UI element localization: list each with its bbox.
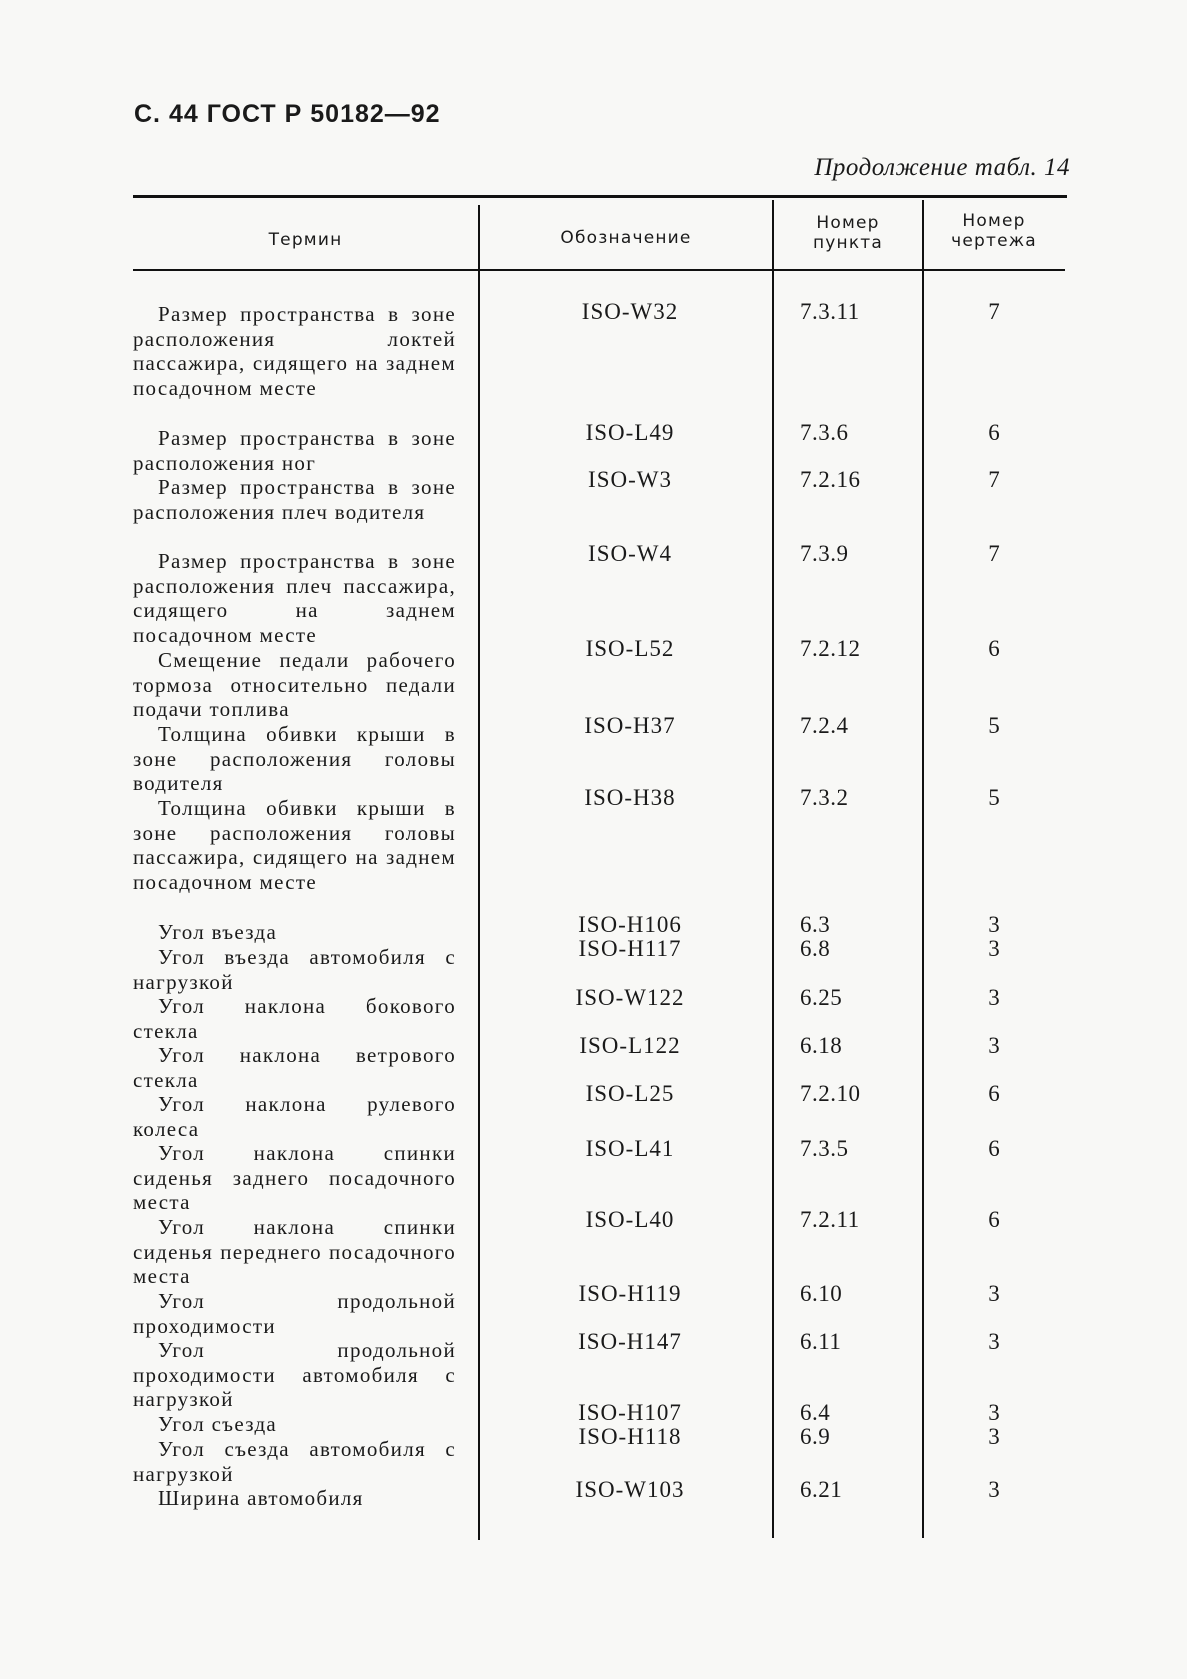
table-row-term: Угол наклона спинки сиденья заднего посадочного места [133,1141,456,1214]
table-row-code: ISO-L41 [585,1136,675,1161]
table-row-term: Ширина автомобиля [158,1486,364,1510]
table-row-drawing: 3 [988,1329,1000,1354]
table-row-item: 7.3.5 [800,1136,849,1161]
table-row-code: ISO-H118 [578,1424,682,1449]
table-row-code: ISO-L122 [579,1033,681,1058]
table-row-code: ISO-H119 [578,1281,682,1306]
table-row-drawing: 6 [988,420,1000,445]
table-row-term: Размер пространства в зоне расположения плеч пассажира, сидящего на заднем посадочном месте [133,549,456,647]
table-row-term: Угол съезда автомобиля с нагрузкой [133,1437,456,1486]
table-row-code: ISO-H37 [584,713,676,738]
table-row-drawing: 3 [988,1477,1000,1502]
table-row-code: ISO-W4 [588,541,672,566]
table-row-drawing: 5 [988,713,1000,738]
table-row-code: ISO-L52 [585,636,675,661]
table-row-term: Угол съезда [158,1412,278,1436]
table-row-item: 7.2.4 [800,713,849,738]
table-row-item: 6.18 [800,1033,843,1058]
table-row-item: 7.2.12 [800,636,861,661]
table-row-term: Угол въезда [158,920,278,944]
column-header-item: Номер пункта [812,213,884,253]
table-row-term: Толщина обивки крыши в зоне расположения головы водителя [133,722,456,795]
table-row-item: 7.3.11 [800,299,860,324]
table-row-drawing: 3 [988,985,1000,1010]
column-header-code: Обозначение [560,228,692,248]
table-row-drawing: 5 [988,785,1000,810]
table-row-term: Угол въезда автомобиля с нагрузкой [133,945,456,994]
table-row-code: ISO-H106 [578,912,682,937]
table-row-term: Угол наклона ветрового стекла [133,1043,456,1092]
table-row-drawing: 7 [988,541,1000,566]
table-row-drawing: 3 [988,1281,1000,1306]
table-row-item: 6.3 [800,912,831,937]
page-header: С. 44 ГОСТ Р 50182—92 [134,100,441,128]
table-row-drawing: 7 [988,299,1000,324]
table-row-drawing: 6 [988,1136,1000,1161]
table-row-code: ISO-W3 [588,467,672,492]
table-row-term: Смещение педали рабочего тормоза относительно педали подачи топлива [133,648,456,721]
table-row-drawing: 6 [988,636,1000,661]
table-row-term: Угол продольной проходимости [133,1289,456,1338]
table-continuation-label: Продолжение табл. 14 [814,154,1070,181]
table-row-item: 6.11 [800,1329,842,1354]
table-row-drawing: 3 [988,1400,1000,1425]
table-row-item: 7.2.11 [800,1207,860,1232]
table-row-code: ISO-H117 [578,936,682,961]
table-row-item: 7.2.16 [800,467,861,492]
table-row-term: Угол наклона спинки сиденья переднего посадочного места [133,1215,456,1288]
table-row-drawing: 6 [988,1207,1000,1232]
column-header-drawing: Номер чертежа [951,211,1037,251]
table-row-item: 7.3.6 [800,420,849,445]
table-row-term: Размер пространства в зоне расположения локтей пассажира, сидящего на заднем посадочном месте [133,302,456,400]
table-row-drawing: 7 [988,467,1000,492]
table-row-term: Угол наклона рулевого колеса [133,1092,456,1141]
table-row-code: ISO-L49 [585,420,675,445]
table-row-code: ISO-H38 [584,785,676,810]
table-row-code: ISO-H107 [578,1400,682,1425]
column-header-term: Термин [268,230,343,250]
table-row-item: 7.3.2 [800,785,849,810]
table-row-term: Размер пространства в зоне расположения ног [133,426,456,475]
table-row-drawing: 3 [988,1424,1000,1449]
table-row-code: ISO-L25 [585,1081,675,1106]
table-row-drawing: 3 [988,912,1000,937]
table-row-term: Угол наклона бокового стекла [133,994,456,1043]
table-row-code: ISO-W32 [581,299,679,324]
table-header-rule [133,269,1065,271]
table-row-item: 6.21 [800,1477,843,1502]
table-row-item: 6.10 [800,1281,843,1306]
table-row-drawing: 3 [988,1033,1000,1058]
table-row-term: Угол продольной проходимости автомобиля с нагрузкой [133,1338,456,1411]
table-row-drawing: 6 [988,1081,1000,1106]
table-row-item: 7.2.10 [800,1081,861,1106]
table-row-item: 6.4 [800,1400,831,1425]
table-top-rule [133,195,1067,198]
table-row-term: Размер пространства в зоне расположения плеч водителя [133,475,456,524]
table-row-item: 6.8 [800,936,831,961]
table-row-item: 6.9 [800,1424,831,1449]
table-row-code: ISO-W122 [575,985,685,1010]
table-row-term: Толщина обивки крыши в зоне расположения головы пассажира, сидящего на заднем посадочном месте [133,796,456,894]
table-row-item: 7.3.9 [800,541,849,566]
table-row-drawing: 3 [988,936,1000,961]
table-row-code: ISO-L40 [585,1207,675,1232]
table-row-code: ISO-W103 [575,1477,685,1502]
table-row-code: ISO-H147 [578,1329,682,1354]
table-row-item: 6.25 [800,985,843,1010]
